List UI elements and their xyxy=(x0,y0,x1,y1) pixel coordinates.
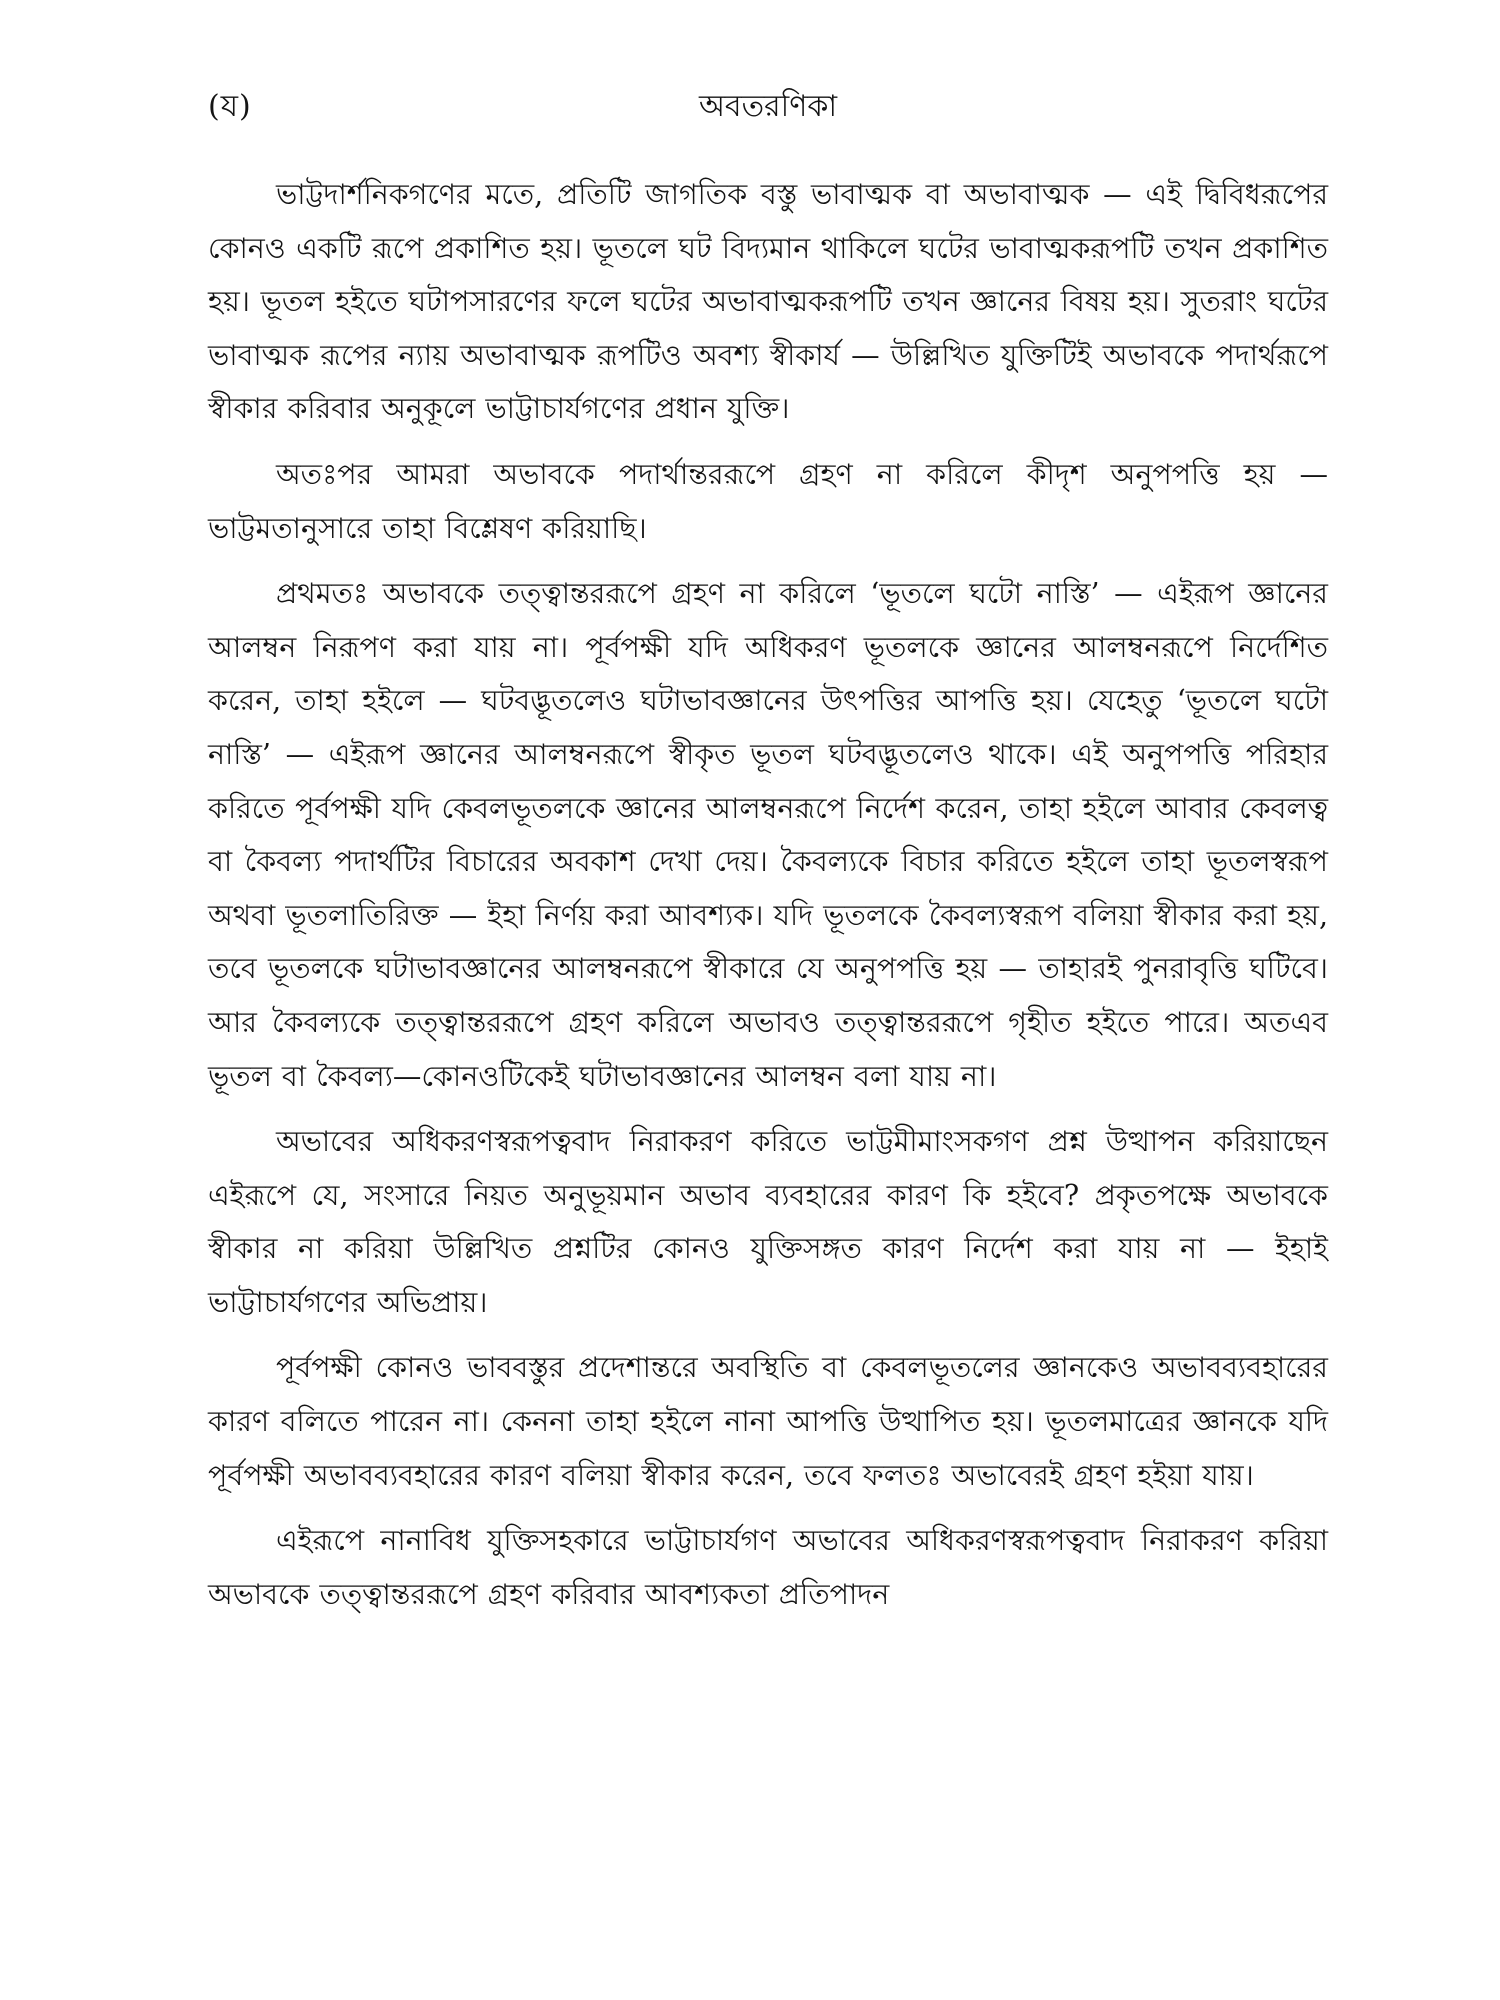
body-text xyxy=(208,168,1328,1633)
paragraph-6: এইরূপে নানাবিধ যুক্তিসহকারে ভাট্টাচার্যগণ অভাবের অধিকরণস্বরূপত্ববাদ নিরাকরণ করিয়া অভাবকে তত্ত্বান্তররূপে গ্রহণ করিবার আবশ্যকতা প্রতিপাদন xyxy=(208,1524,1328,1611)
paragraph-1: ভাট্টদার্শনিকগণের মতে, প্রতিটি জাগতিক বস্তু ভাবাত্মক বা অভাবাত্মক — এই দ্বিবিধরূপের কোনও একটি রূপে প্রকাশিত হয়। ভূতলে ঘট বিদ্যমান থাকিলে ঘটের ভাবাত্মকরূপটি তখন প্রকাশিত হয়। ভূতল হইতে ঘটাপসারণের ফলে ঘটের অভাবাত্মকরূপটি তখন জ্ঞানের বিষয় হয়। সুতরাং ঘটের ভাবাত্মক রূপের ন্যায় অভাবাত্মক রূপটিও অবশ্য স্বীকার্য — উল্লিখিত যুক্তিটিই অভাবকে পদার্থরূপে স্বীকার করিবার অনুকূলে ভাট্টাচার্যগণের প্রধান যুক্তি। xyxy=(208,178,1328,426)
page-header xyxy=(208,82,1328,132)
paragraph-4: অভাবের অধিকরণস্বরূপত্ববাদ নিরাকরণ করিতে ভাট্টমীমাংসকগণ প্রশ্ন উত্থাপন করিয়াছেন এইরূপে যে, সংসারে নিয়ত অনুভূয়মান অভাব ব্যবহারের কারণ কি হইবে? প্রকৃতপক্ষে অভাবকে স্বীকার না করিয়া উল্লিখিত প্রশ্নটির কোনও যুক্তিসঙ্গত কারণ নির্দেশ করা যায় না — ইহাই ভাট্টাচার্যগণের অভিপ্রায়। xyxy=(208,1125,1328,1319)
page-number: (য) xyxy=(208,89,252,124)
paragraph-3: প্রথমতঃ অভাবকে তত্ত্বান্তররূপে গ্রহণ না করিলে ‘ভূতলে ঘটো নাস্তি’ — এইরূপ জ্ঞানের আলম্বন নিরূপণ করা যায় না। পূর্বপক্ষী যদি অধিকরণ ভূতলকে জ্ঞানের আলম্বনরূপে নির্দেশিত করেন, তাহা হইলে — ঘটবদ্ভূতলেও ঘটাভাবজ্ঞানের উৎপত্তির আপত্তি হয়। যেহেতু ‘ভূতলে ঘটো নাস্তি’ — এইরূপ জ্ঞানের আলম্বনরূপে স্বীকৃত ভূতল ঘটবদ্ভূতলেও থাকে। এই অনুপপত্তি পরিহার করিতে পূর্বপক্ষী যদি কেবলভূতলকে জ্ঞানের আলম্বনরূপে নির্দেশ করেন, তাহা হইলে আবার কেবলত্ব বা কৈবল্য পদার্থটির বিচারের অবকাশ দেখা দেয়। কৈবল্যকে বিচার করিতে হইলে তাহা ভূতলস্বরূপ অথবা ভূতলাতিরিক্ত — ইহা নির্ণয় করা আবশ্যক। যদি ভূতলকে কৈবল্যস্বরূপ বলিয়া স্বীকার করা হয়, তবে ভূতলকে ঘটাভাবজ্ঞানের আলম্বনরূপে স্বীকারে যে অনুপপত্তি হয় — তাহারই পুনরাবৃত্তি ঘটিবে। আর কৈবল্যকে তত্ত্বান্তররূপে গ্রহণ করিলে অভাবও তত্ত্বান্তররূপে গৃহীত হইতে পারে। অতএব ভূতল বা কৈবল্য—কোনওটিকেই ঘটাভাবজ্ঞানের আলম্বন বলা যায় না। xyxy=(208,577,1328,1093)
paragraph-2: অতঃপর আমরা অভাবকে পদার্থান্তররূপে গ্রহণ না করিলে কীদৃশ অনুপপত্তি হয় — ভাট্টমতানুসারে তাহা বিশ্লেষণ করিয়াছি। xyxy=(208,457,1328,545)
running-title: অবতরণিকা xyxy=(698,89,838,124)
paragraph-5: পূর্বপক্ষী কোনও ভাববস্তুর প্রদেশান্তরে অবস্থিতি বা কেবলভূতলের জ্ঞানকেও অভাবব্যবহারের কারণ বলিতে পারেন না। কেননা তাহা হইলে নানা আপত্তি উত্থাপিত হয়। ভূতলমাত্রের জ্ঞানকে যদি পূর্বপক্ষী অভাবব্যবহারের কারণ বলিয়া স্বীকার করেন, তবে ফলতঃ অভাবেরই গ্রহণ হইয়া যায়। xyxy=(208,1351,1328,1492)
